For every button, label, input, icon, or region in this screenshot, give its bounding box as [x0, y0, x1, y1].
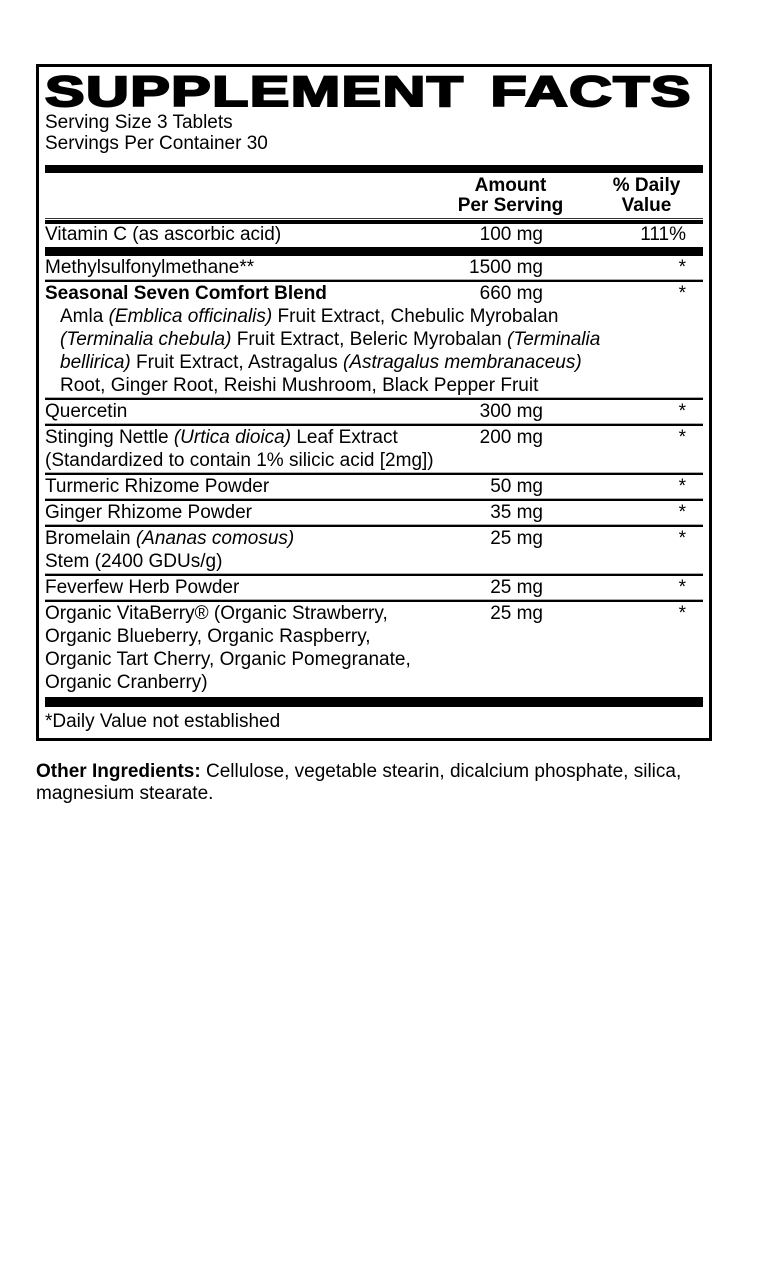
ingredient-description-line: (Terminalia chebula) Fruit Extract, Beleric Myrobalan (Terminalia	[60, 329, 601, 350]
serving-size: Serving Size 3 Tablets	[45, 112, 233, 133]
ingredient-amount: 100 mg	[479, 224, 543, 245]
ingredient-dv: *	[678, 427, 686, 448]
ingredient-dv: *	[678, 401, 686, 422]
ingredient-dv: *	[678, 257, 686, 278]
table-row-stinging-nettle	[45, 426, 703, 472]
daily-value-footnote: *Daily Value not established	[45, 711, 281, 732]
panel-title-text: SUPPLEMENT FACTS	[45, 68, 692, 116]
column-header-dv-line2: Value	[621, 195, 672, 216]
ingredient-amount: 1500 mg	[469, 257, 543, 278]
servings-per-container: Servings Per Container 30	[45, 133, 268, 154]
thick-divider-mid	[45, 247, 703, 256]
ingredient-name: Quercetin	[45, 401, 128, 422]
ingredient-amount: 200 mg	[479, 427, 543, 448]
column-header-dv	[598, 176, 703, 216]
ingredient-description-line: bellirica) Fruit Extract, Astragalus (Astragalus membranaceus)	[60, 352, 582, 373]
ingredient-amount: 660 mg	[479, 283, 543, 304]
ingredient-name: Methylsulfonylmethane**	[45, 257, 255, 278]
ingredient-name: Vitamin C (as ascorbic acid)	[45, 224, 282, 245]
ingredient-name: Stinging Nettle (Urtica dioica) Leaf Extract	[45, 427, 398, 448]
table-row-turmeric	[45, 475, 703, 498]
column-header-amount	[443, 176, 598, 216]
table-row-vitaberry	[45, 602, 703, 694]
ingredient-name: Bromelain (Ananas comosus)	[45, 528, 295, 549]
thick-divider-top	[45, 165, 703, 173]
table-row-feverfew	[45, 576, 703, 599]
ingredient-description-line: Root, Ginger Root, Reishi Mushroom, Black Pepper Fruit	[60, 375, 539, 396]
ingredient-description-line: Stem (2400 GDUs/g)	[45, 551, 223, 572]
column-header-amount-line2: Per Serving	[457, 195, 564, 216]
ingredient-description-line: Amla (Emblica officinalis) Fruit Extract, Chebulic Myrobalan	[60, 306, 559, 327]
table-row-seasonal-blend	[45, 282, 703, 397]
ingredient-name: Feverfew Herb Powder	[45, 577, 240, 598]
ingredient-dv: *	[678, 603, 686, 624]
panel-title	[45, 68, 703, 116]
ingredient-description-line: (Standardized to contain 1% silicic acid [2mg])	[45, 450, 434, 471]
table-row-msm	[45, 256, 703, 279]
column-header-amount-line1: Amount	[474, 175, 547, 196]
table-row-ginger	[45, 501, 703, 524]
ingredient-dv: *	[678, 283, 686, 304]
ingredient-name: Turmeric Rhizome Powder	[45, 476, 270, 497]
other-ingredients	[36, 761, 716, 805]
table-row-vitamin-c	[45, 224, 703, 246]
ingredient-dv: *	[678, 528, 686, 549]
supplement-facts-panel	[36, 64, 712, 741]
ingredient-name: Organic VitaBerry® (Organic Strawberry,	[45, 603, 388, 624]
ingredient-name: Ginger Rhizome Powder	[45, 502, 252, 523]
table-row-quercetin	[45, 400, 703, 423]
other-ingredients-text: Cellulose, vegetable stearin, dicalcium phosphate, silica, magnesium stearate.	[36, 761, 682, 804]
ingredient-description-line: Organic Cranberry)	[45, 672, 208, 693]
ingredient-description-line: Organic Tart Cherry, Organic Pomegranate,	[45, 649, 411, 670]
ingredient-dv: 111%	[640, 224, 686, 245]
ingredient-amount: 50 mg	[490, 476, 543, 497]
table-row-bromelain	[45, 527, 703, 573]
column-header-row	[45, 176, 703, 216]
ingredient-amount: 25 mg	[490, 577, 543, 598]
column-header-spacer	[45, 176, 443, 216]
ingredient-description-line: Organic Blueberry, Organic Raspberry,	[45, 626, 371, 647]
other-ingredients-label: Other Ingredients:	[36, 761, 201, 782]
ingredient-dv: *	[678, 577, 686, 598]
ingredient-dv: *	[678, 502, 686, 523]
ingredient-amount: 300 mg	[479, 401, 543, 422]
ingredient-amount: 25 mg	[490, 603, 543, 624]
ingredient-name: Seasonal Seven Comfort Blend	[45, 283, 327, 304]
ingredient-dv: *	[678, 476, 686, 497]
column-header-dv-line1: % Daily	[612, 175, 681, 196]
ingredient-amount: 35 mg	[490, 502, 543, 523]
ingredient-amount: 25 mg	[490, 528, 543, 549]
thick-divider-bottom	[45, 697, 703, 707]
